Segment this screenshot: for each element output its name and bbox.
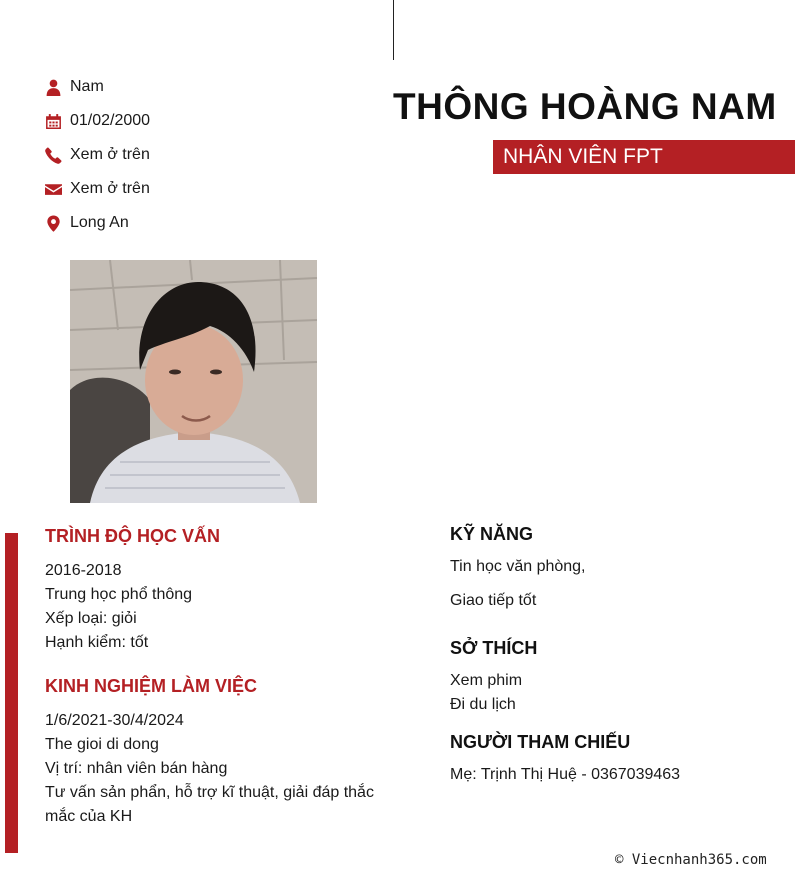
references-title: NGƯỜI THAM CHIẾU <box>450 732 631 752</box>
left-column <box>45 523 405 829</box>
right-column <box>450 521 790 787</box>
contact-address <box>45 206 345 240</box>
candidate-name: THÔNG HOÀNG NAM <box>393 86 777 127</box>
footer-copyright: © Viecnhanh365.com <box>615 852 767 868</box>
skill-item: Tin học văn phòng, <box>450 558 586 575</box>
mail-icon <box>45 181 62 198</box>
location-pin-icon <box>45 215 62 232</box>
experience-title: KINH NGHIỆM LÀM VIỆC <box>45 676 258 696</box>
experience-line: 1/6/2021-30/4/2024 <box>45 712 184 729</box>
hobby-item: Xem phim <box>450 672 523 689</box>
education-line: 2016-2018 <box>45 562 122 579</box>
education-line: Hạnh kiểm: tốt <box>45 634 149 651</box>
contact-gender <box>45 70 345 104</box>
experience-line: Tư vấn sản phẩn, hỗ trợ kĩ thuật, giải đáp thắc mắc của KH <box>45 784 374 825</box>
calendar-icon <box>45 113 62 130</box>
education-line: Xếp loại: giỏi <box>45 610 137 627</box>
education-details <box>45 559 405 655</box>
skills-title: KỸ NĂNG <box>450 524 534 544</box>
contact-address-text: Long An <box>70 214 129 231</box>
person-icon <box>45 79 62 96</box>
hobby-item: Đi du lịch <box>450 696 516 713</box>
experience-line: The gioi di dong <box>45 736 159 753</box>
profile-photo-image <box>70 260 317 503</box>
contact-info <box>45 70 345 240</box>
contact-email <box>45 172 345 206</box>
profile-photo <box>70 260 317 503</box>
contact-phone <box>45 138 345 172</box>
skill-item: Giao tiếp tốt <box>450 592 537 609</box>
education-title: TRÌNH ĐỘ HỌC VẤN <box>45 526 220 546</box>
contact-birthday <box>45 104 345 138</box>
reference-item: Mẹ: Trịnh Thị Huệ - 0367039463 <box>450 766 681 783</box>
experience-details <box>45 709 405 829</box>
education-line: Trung học phổ thông <box>45 586 193 603</box>
header-divider-line <box>393 0 394 60</box>
phone-icon <box>45 147 62 164</box>
contact-birthday-text: 01/02/2000 <box>70 112 151 129</box>
candidate-role-banner: NHÂN VIÊN FPT <box>493 140 795 174</box>
contact-gender-text: Nam <box>70 78 104 95</box>
section-accent-bar <box>5 533 18 853</box>
contact-phone-text: Xem ở trên <box>70 146 150 163</box>
contact-email-text: Xem ở trên <box>70 180 150 197</box>
experience-line: Vị trí: nhân viên bán hàng <box>45 760 228 777</box>
hobbies-title: SỞ THÍCH <box>450 638 538 658</box>
